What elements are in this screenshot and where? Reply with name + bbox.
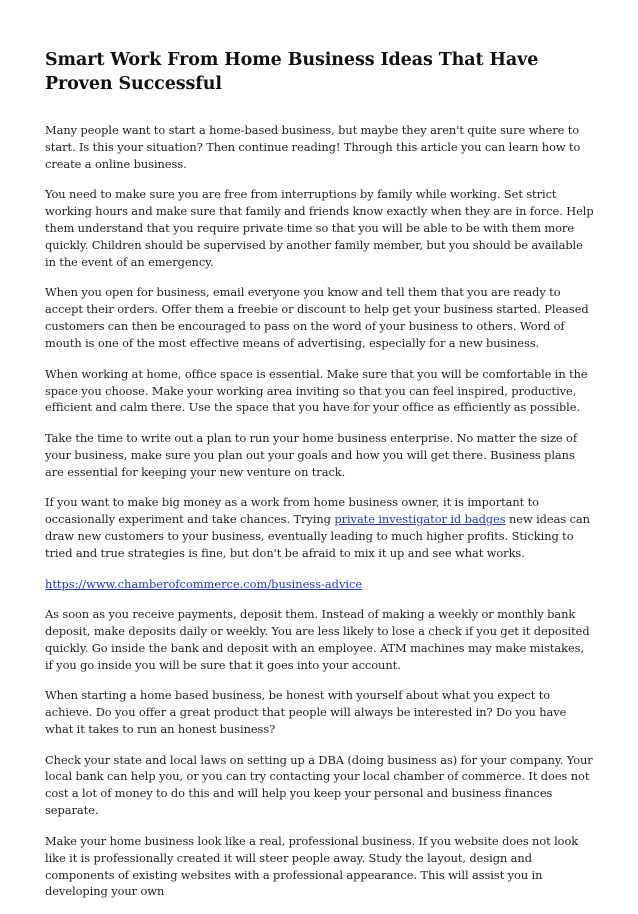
paragraph-7: As soon as you receive payments, deposit them. Instead of making a weekly or monthly bank deposit, make deposits daily or weekly. You are less likely to lose a check if you get it deposited quickly. Go inside the bank and deposit with an employee. ATM machines may make mistakes, if you go inside you will be sure that it goes into your account. (45, 607, 590, 672)
paragraph-4: When working at home, office space is essential. Make sure that you will be comfortable in the space you choose. Make your working area inviting so that you can feel inspired, productive, efficient and calm there. Use the space that you have for your office as efficiently as possible. (45, 366, 588, 415)
paragraph-3: When you open for business, email everyone you know and tell them that you are ready to accept their orders. Offer them a freebie or discount to help get your business started. Pleased customers can then be encouraged to pass on the word of your business to others. Word of mouth is one of the most effective means of advertising, especially for a new business. (45, 285, 589, 351)
paragraph-10: Make your home business look like a real, professional business. If you website does not look like it is professionally created it will steer people away. Study the layout, design and components of existing websites with a professional appearance. This will assist you in developing your own (45, 833, 579, 899)
paragraph-with-link (45, 494, 595, 562)
link-paragraph-after: new ideas can draw new customers to your business, eventually leading to much higher profits. Sticking to tried and true strategies is fine, but don't be afraid to mix it up and see what works. (45, 512, 590, 560)
paragraph-2: You need to make sure you are free from interruptions by family while working. Set strict working hours and make sure that family and friends know exactly when they are in force. Help them understand that you require private time so that you will be able to be with them more quickly. Children should be supervised by another family member, but you should be available in the event of an emergency. (45, 187, 594, 269)
paragraph-1: Many people want to start a home-based business, but maybe they aren't quite sure where to start. Is this your situation? Then continue reading! Through this article you can learn how to create a online business. (45, 123, 581, 171)
private-investigator-badges-link[interactable]: private investigator id badges (334, 512, 506, 527)
document-page (45, 48, 595, 914)
document-title: Smart Work From Home Business Ideas That Have Proven Successful (45, 50, 539, 94)
paragraph-8: When starting a home based business, be honest with yourself about what you expect to achieve. Do you offer a great product that people will always be interested in? Do you have what it takes to run an honest business? (45, 688, 567, 737)
paragraph-9: Check your state and local laws on setting up a DBA (doing business as) for your company. Your local bank can help you, or you can try contacting your local chamber of commerce. It does not cost a lot of money to do this and will help you keep your personal and business finances separate. (45, 752, 593, 818)
link-paragraph-before: If you want to make big money as a work from home business owner, it is important to occasionally experiment and take chances. Trying (45, 495, 539, 527)
url-paragraph (45, 576, 595, 593)
chamber-of-commerce-link[interactable]: https://www.chamberofcommerce.com/business-advice (45, 576, 363, 591)
paragraph-5: Take the time to write out a plan to run your home business enterprise. No matter the size of your business, make sure you plan out your goals and how you will get there. Business plans are essential for keeping your new venture on track. (45, 430, 577, 479)
